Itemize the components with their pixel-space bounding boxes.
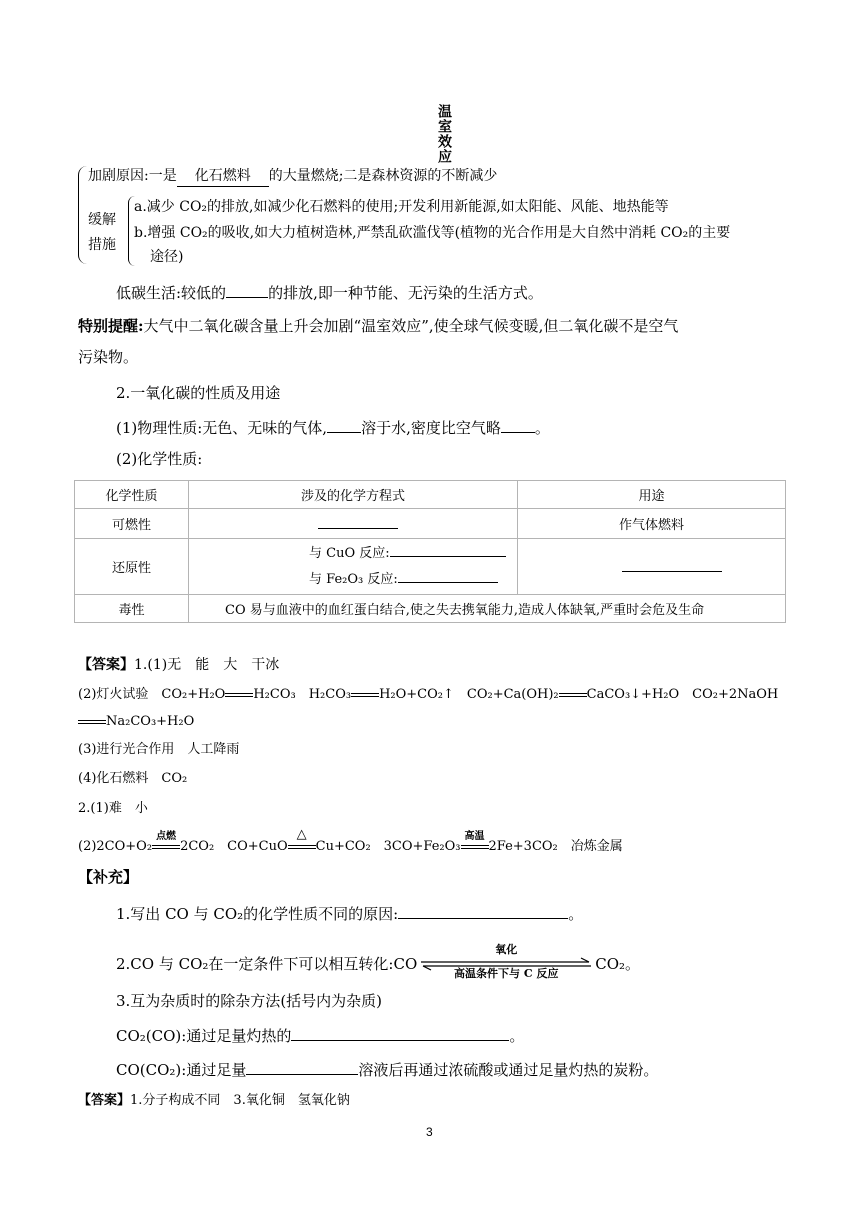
supplement-q1 bbox=[116, 902, 583, 924]
use-cell: 作气体燃料 bbox=[518, 509, 786, 539]
reminder-label: 特别提醒: bbox=[78, 317, 144, 335]
property-cell: 可燃性 bbox=[75, 509, 189, 539]
table-row bbox=[75, 539, 786, 595]
reminder-line2: 污染物。 bbox=[78, 348, 139, 366]
supplement-q3b bbox=[116, 1058, 658, 1080]
q3a-prefix: CO₂(CO):通过足量灼热的 bbox=[116, 1027, 292, 1045]
low-carbon-prefix: 低碳生活:较低的 bbox=[116, 284, 227, 302]
q3b-suffix: 溶液后再通过浓硫酸或通过足量灼热的炭粉。 bbox=[358, 1061, 659, 1079]
supplement-answer-text: 1.分子构成不同 3.氧化铜 氢氧化钠 bbox=[130, 1093, 350, 1108]
supplement-q3: 3.互为杂质时的除杂方法(括号内为杂质) bbox=[116, 992, 383, 1010]
reminder-line1 bbox=[78, 316, 678, 336]
mitigation-label-2: 措施 bbox=[88, 237, 116, 253]
q2-suffix: CO₂。 bbox=[595, 955, 641, 973]
answer-line-1 bbox=[78, 656, 279, 675]
arrow-top-label: 氧化 bbox=[495, 943, 518, 956]
co-properties-table bbox=[74, 480, 786, 623]
condition-heat: △ bbox=[296, 826, 307, 842]
answer-line-2 bbox=[78, 686, 778, 704]
combustion-equation-blank[interactable] bbox=[318, 514, 398, 529]
answer-line-6 bbox=[78, 826, 623, 856]
cuo-label: 与 CuO 反应: bbox=[309, 545, 390, 561]
equals-sign-high-temp bbox=[461, 830, 489, 852]
answer-line-4: (4)化石燃料 CO₂ bbox=[78, 771, 188, 786]
reminder-text: 大气中二氧化碳含量上升会加剧“温室效应”,使全球气候变暖,但二氧化碳不是空气 bbox=[143, 317, 679, 335]
eq-part: (2)灯火试验 CO₂+H₂O bbox=[78, 687, 226, 702]
answer-line-2-cont bbox=[78, 713, 194, 731]
toxicity-desc-cell: CO 易与血液中的血红蛋白结合,使之失去携氧能力,造成人体缺氧,严重时会危及生命 bbox=[189, 595, 786, 623]
answer-line-5: 2.(1)难 小 bbox=[78, 801, 148, 816]
physical-prefix: (1)物理性质:无色、无味的气体, bbox=[116, 419, 328, 437]
eq-part: Cu+CO₂ 3CO+Fe₂O₃ bbox=[315, 839, 461, 854]
table-row bbox=[75, 595, 786, 623]
eq-part: 2Fe+3CO₂ 冶炼金属 bbox=[488, 839, 623, 854]
cause-suffix: 的大量燃烧;二是森林资源的不断减少 bbox=[268, 168, 498, 184]
equation-cell bbox=[189, 539, 518, 595]
reduction-use-blank[interactable] bbox=[622, 557, 722, 572]
eq-part: CaCO₃↓+H₂O CO₂+2NaOH bbox=[586, 687, 779, 702]
measure-b-line2: 途径) bbox=[150, 249, 184, 265]
cuo-equation-line bbox=[309, 541, 513, 567]
answer-line-3: (3)进行光合作用 人工降雨 bbox=[78, 742, 240, 757]
eq-part: (2)2CO+O₂ bbox=[78, 839, 153, 854]
equals-sign bbox=[351, 690, 379, 700]
outer-brace bbox=[78, 166, 87, 264]
greenhouse-title: 温室效应 bbox=[436, 104, 452, 164]
conversion-arrows bbox=[417, 943, 595, 981]
density-blank[interactable] bbox=[501, 416, 535, 433]
answer-label: 【答案】 bbox=[78, 657, 134, 673]
table-header-cell: 化学性质 bbox=[75, 481, 189, 509]
table-header-cell: 涉及的化学方程式 bbox=[189, 481, 518, 509]
equals-sign bbox=[78, 717, 106, 727]
eq-part: H₂O+CO₂↑ CO₂+Ca(OH)₂ bbox=[379, 687, 559, 702]
equals-sign-ignite bbox=[152, 830, 180, 852]
q3b-blank[interactable] bbox=[246, 1058, 358, 1075]
condition-ignite: 点燃 bbox=[156, 830, 177, 842]
supplement-answer-label: 【答案】 bbox=[78, 1093, 131, 1108]
cause-line bbox=[88, 167, 497, 187]
use-cell bbox=[518, 539, 786, 595]
table-header-row bbox=[75, 481, 786, 509]
arrow-bottom-label: 高温条件下与 C 反应 bbox=[454, 967, 559, 980]
equals-sign bbox=[559, 690, 587, 700]
low-carbon-line bbox=[116, 281, 543, 303]
table-row bbox=[75, 509, 786, 539]
co-chemical-heading: (2)化学性质: bbox=[116, 450, 203, 468]
cuo-equation-blank[interactable] bbox=[390, 542, 506, 557]
supplement-label: 【补充】 bbox=[78, 868, 139, 886]
q2-prefix: 2.CO 与 CO₂在一定条件下可以相互转化:CO bbox=[116, 955, 418, 973]
eq-part: Na₂CO₃+H₂O bbox=[106, 714, 195, 729]
supplement-q3a bbox=[116, 1024, 524, 1046]
answer-1: 1.(1)无 能 大 干冰 bbox=[134, 657, 280, 673]
co-physical-line bbox=[116, 416, 550, 438]
supplement-q2 bbox=[116, 943, 641, 981]
cause-answer: 化石燃料 bbox=[177, 167, 269, 187]
measure-b-line1: b.增强 CO₂的吸收,如大力植树造林,严禁乱砍滥伐等(植物的光合作用是大自然中消耗 CO₂的主要 bbox=[134, 225, 731, 241]
fe2o3-equation-line bbox=[309, 567, 513, 593]
q3a-end: 。 bbox=[509, 1027, 525, 1045]
page-number: 3 bbox=[426, 1125, 433, 1139]
property-cell: 还原性 bbox=[75, 539, 189, 595]
equals-sign-heat bbox=[288, 826, 316, 852]
condition-high-temp: 高温 bbox=[464, 830, 485, 842]
mitigation-label-1: 缓解 bbox=[88, 212, 116, 228]
property-cell: 毒性 bbox=[75, 595, 189, 623]
low-carbon-blank[interactable] bbox=[226, 281, 268, 298]
measure-a: a.减少 CO₂的排放,如减少化石燃料的使用;开发利用新能源,如太阳能、风能、地热能等 bbox=[134, 199, 669, 215]
table-header-cell: 用途 bbox=[518, 481, 786, 509]
low-carbon-suffix: 的排放,即一种节能、无污染的生活方式。 bbox=[268, 284, 543, 302]
q3a-blank[interactable] bbox=[291, 1024, 509, 1041]
eq-part: 2CO₂ CO+CuO bbox=[180, 839, 288, 854]
physical-end: 。 bbox=[534, 419, 550, 437]
co-heading: 2.一氧化碳的性质及用途 bbox=[116, 384, 281, 402]
equals-sign bbox=[225, 690, 253, 700]
fe2o3-equation-blank[interactable] bbox=[398, 568, 498, 583]
eq-part: H₂CO₃ H₂CO₃ bbox=[253, 687, 352, 702]
equation-cell bbox=[189, 509, 518, 539]
q1-end: 。 bbox=[568, 905, 584, 923]
cause-prefix: 加剧原因:一是 bbox=[88, 168, 177, 184]
supplement-answer bbox=[78, 1092, 350, 1110]
q3b-prefix: CO(CO₂):通过足量 bbox=[116, 1061, 247, 1079]
solubility-blank[interactable] bbox=[327, 416, 361, 433]
physical-mid: 溶于水,密度比空气略 bbox=[361, 419, 501, 437]
q1-blank[interactable] bbox=[398, 902, 568, 919]
q1-prefix: 1.写出 CO 与 CO₂的化学性质不同的原因: bbox=[116, 905, 399, 923]
fe2o3-label: 与 Fe₂O₃ 反应: bbox=[309, 571, 398, 587]
